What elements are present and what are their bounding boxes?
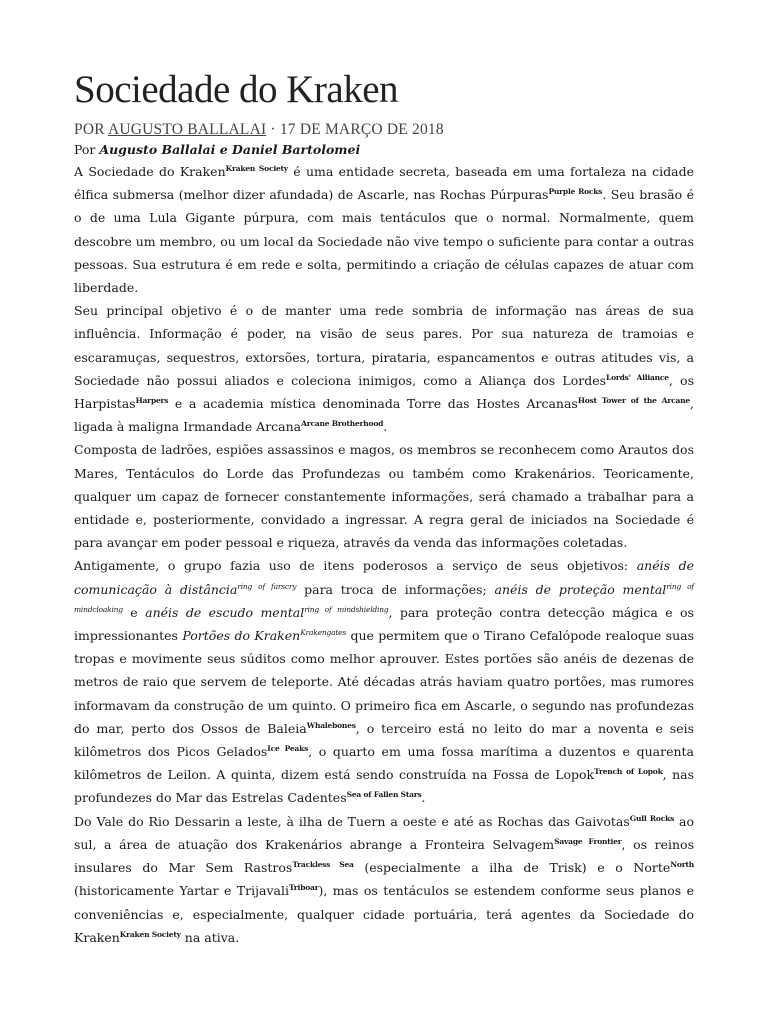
text: ao sul, a área de atuação dos Krakenários abrange a Fronteira Selvagem xyxy=(74,813,695,852)
text: , o terceiro está no leito do mar a noventa e seis kilômetros dos Picos Gelados xyxy=(74,720,695,760)
original-term: Harpers xyxy=(135,396,169,406)
text: (especialmente a ilha de Trisk) e o Norte xyxy=(353,860,671,876)
original-term: Lords' Alliance xyxy=(606,372,669,382)
subauthors-names: Augusto Ballalai e Daniel Bartolomei xyxy=(99,142,361,157)
paragraph-4 xyxy=(74,554,694,809)
text: Antigamente, o grupo fazia uso de itens poderosos a serviço de seus objetivos: xyxy=(74,558,637,574)
text: . xyxy=(383,419,388,435)
text: para troca de informações; xyxy=(296,581,495,597)
original-term: Purple Rocks xyxy=(548,187,603,197)
text: que permitem que o Tirano Cefalópode realoque suas tropas e movimente seus súditos como melhor aprouver. Estes portões são anéis de dezenas de metros de raio que servem de teleporte. Até décadas atrás haviam quatro portões, mas rumores informavam da construção de um quinto. O primeiro fica em Ascarle, o segundo nas profundezas do mar, perto dos Ossos de Baleia xyxy=(74,628,695,736)
original-term: Sea of Fallen Stars xyxy=(346,790,422,800)
text: , nas profundezes do Mar das Estrelas Cadentes xyxy=(74,767,694,806)
original-term: Gull Rocks xyxy=(629,813,675,823)
text: na ativa. xyxy=(180,929,240,945)
paragraph-3 xyxy=(74,438,694,554)
article-title: Sociedade do Kraken xyxy=(74,68,399,111)
text: e xyxy=(122,604,146,620)
text: e a academia mística denominada Torre das Hostes Arcanas xyxy=(168,396,578,412)
original-term: Whalebones xyxy=(306,720,356,730)
text: , ligada à maligna Irmandade Arcana xyxy=(74,396,694,435)
text: é uma entidade secreta, baseada em uma fortaleza na cidade élfica submersa (melhor dizer afundada) de Ascarle, nas Rochas Púrpuras xyxy=(74,164,694,203)
paragraph-2 xyxy=(74,299,694,438)
original-term: ring of farscry xyxy=(237,581,297,591)
original-term: Kraken Society xyxy=(119,929,181,939)
text: A Sociedade do Kraken xyxy=(74,164,226,179)
text: Composta de ladrões, espiões assassinos e magos, os membros se reconhecem como Arautos dos Mares, Tentáculos do Lorde das Profundezas ou também como Krakenários. Teoricamente, qualquer um capaz de fornecer constantemente informações, será chamado a trabalhar para a entidade e, posteriormente, convidado a ingressar. A regra geral de iniciados na Sociedade é para avançar em poder pessoal e riqueza, através da venda das informações coletadas. xyxy=(74,442,694,551)
original-term: Ice Peaks xyxy=(267,744,309,754)
original-term: Trench of Lopok xyxy=(594,767,663,777)
paragraph-1 xyxy=(74,160,694,299)
paragraph-5 xyxy=(74,810,694,949)
original-term: Krakengates xyxy=(300,628,347,638)
original-term: ring of mindshielding xyxy=(304,604,389,614)
original-term: Savage Frontier xyxy=(554,836,622,846)
original-term: Arcane Brotherhood xyxy=(301,419,384,429)
original-term: ring of mindcloaking xyxy=(74,581,694,614)
subauthors-prefix: Por xyxy=(74,142,100,157)
item-name: Portões do Kraken xyxy=(182,628,301,644)
text: , os reinos insulares do Mar Sem Rastros xyxy=(74,836,694,876)
publish-date: 17 DE MARÇO DE 2018 xyxy=(279,121,444,138)
text: ), mas os tentáculos se estendem conforme seus planos e conveniências e, especialmente, qualquer cidade portuária, terá agentes da Sociedade do Kraken xyxy=(74,883,694,945)
item-name: anéis de comunicação à distância xyxy=(74,558,694,597)
original-term: North xyxy=(670,860,695,870)
original-term: Triboar xyxy=(288,883,319,893)
original-term: Trackless Sea xyxy=(292,860,354,870)
text: (historicamente Yartar e Trijavali xyxy=(74,883,289,899)
original-term: Kraken Society xyxy=(225,164,288,173)
text: . Seu brasão é o de uma Lula Gigante púrpura, com mais tentáculos que o normal. Normalmente, quem descobre um membro, ou um local da Sociedade não vive tempo o suficiente para contar a outras pessoas. Sua estrutura é em rede e solta, permitindo a criação de células capazes de atuar com liberdade. xyxy=(74,187,694,296)
text: . xyxy=(421,790,426,806)
text: , os Harpistas xyxy=(74,372,695,412)
item-name: anéis de escudo mental xyxy=(145,604,305,620)
original-term: Host Tower of the Arcane xyxy=(577,396,691,406)
byline-separator: · xyxy=(266,121,280,138)
text: Seu principal objetivo é o de manter uma rede sombria de informação nas áreas de sua influência. Informação é poder, na visão de seus pares. Por sua natureza de tramoias e escaramuças, sequestros, extorsões, tortura, pirataria, espancamentos e outras atitudes vis, a Sociedade não possui aliados e coleciona inimigos, como a Aliança dos Lordes xyxy=(74,303,694,388)
text: Do Vale do Rio Dessarin a leste, à ilha de Tuern a oeste e até as Rochas das Gaivotas xyxy=(74,813,630,829)
text: , para proteção contra detecção mágica e os impressionantes xyxy=(74,604,694,644)
subauthors xyxy=(74,140,694,160)
author-link[interactable]: AUGUSTO BALLALAI xyxy=(107,121,267,138)
item-name: anéis de proteção mental xyxy=(494,581,667,597)
text: , o quarto em uma fossa marítima a duzentos e quarenta kilômetros de Leilon. A quinta, dizem está sendo construída na Fossa de Lopok xyxy=(74,744,694,783)
byline xyxy=(74,120,694,140)
byline-prefix: POR xyxy=(74,121,108,138)
article xyxy=(74,66,694,949)
